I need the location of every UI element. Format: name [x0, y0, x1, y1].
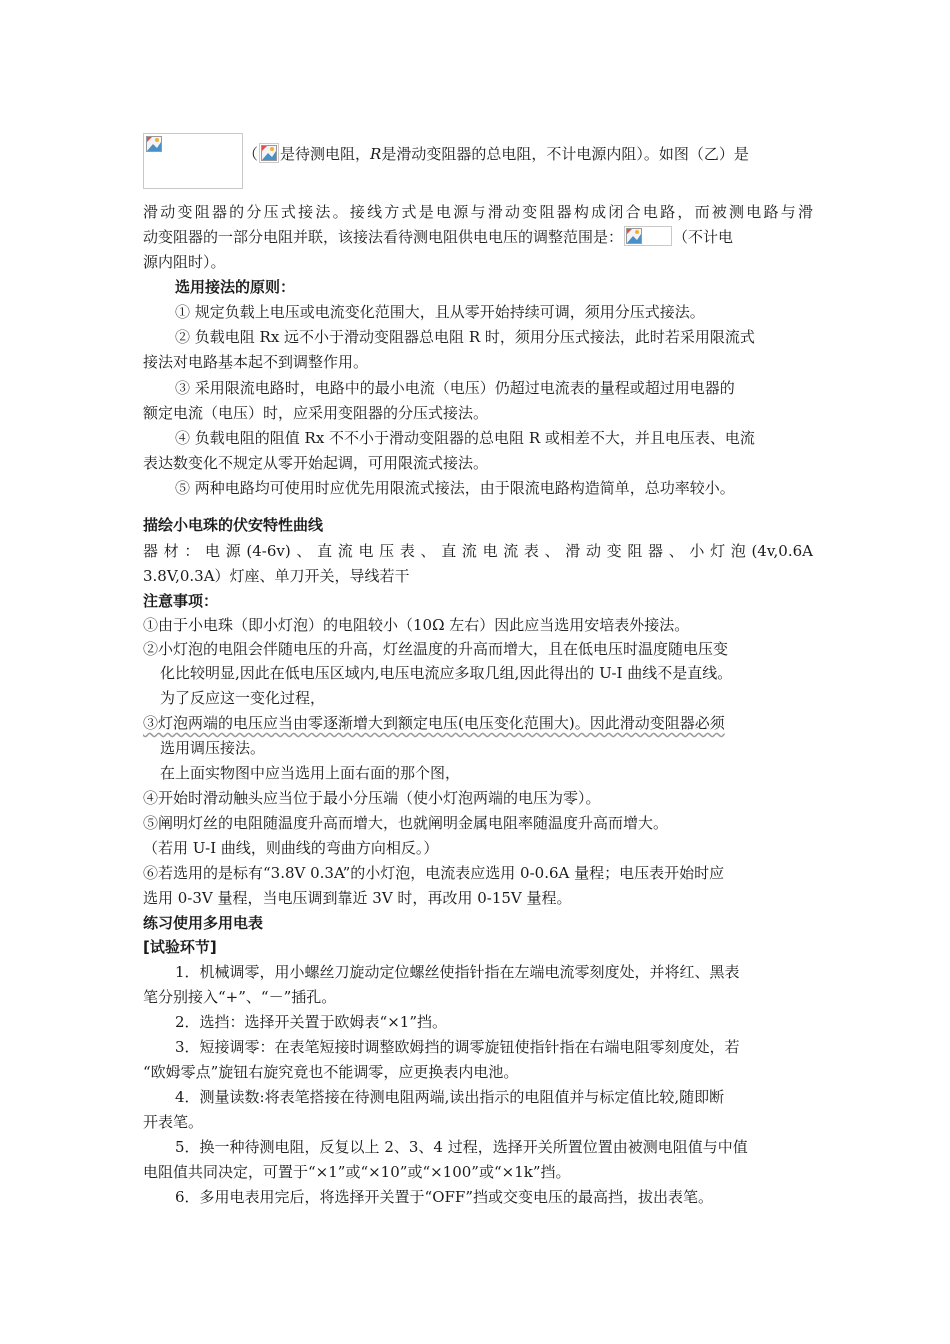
- step-5-line-1: 5．换一种待测电阻，反复以上 2、3、4 过程，选择开关所置位置由被测电阻值与中值: [175, 1138, 748, 1156]
- principle-3-line-2: 额定电流（电压）时，应采用变阻器的分压式接法。: [143, 404, 489, 422]
- notes-heading: 注意事项：: [143, 592, 219, 610]
- note-5: ⑤阐明灯丝的电阻随温度升高而增大，也就阐明金属电阻率随温度升高而增大。: [143, 814, 669, 832]
- note-4: ④开始时滑动触头应当位于最小分压端（使小灯泡两端的电压为零）。: [143, 789, 601, 807]
- intro-line-3: 动变阻器的一部分电阻并联，该接法看待测电阻供电电压的调整范围是： （不计电: [143, 228, 734, 246]
- broken-image-figure: [143, 133, 243, 189]
- step-4-line-2: 开表笔。: [143, 1113, 204, 1131]
- note-3-line-1: [143, 712, 813, 734]
- inline-broken-image-icon: [259, 143, 279, 163]
- note-1: ①由于小电珠（即小灯泡）的电阻较小（10Ω 左右）因此应当选用安培表外接法。: [143, 616, 690, 634]
- note-6-line-2: 选用 0-3V 量程，当电压调到靠近 3V 时，再改用 0-15V 量程。: [143, 889, 572, 907]
- note-3-line-3: 在上面实物图中应当选用上面右面的那个图，: [160, 764, 461, 782]
- broken-image-icon: [146, 136, 162, 152]
- principle-4-line-2: 表达数变化不规定从零开始起调，可用限流式接法。: [143, 454, 489, 472]
- principle-2-line-1: ② 负载电阻 Rx 远不小于滑动变阻器总电阻 R 时，须用分压式接法，此时若采用限流式: [175, 328, 755, 346]
- note-5-remark: （若用 U-I 曲线，则曲线的弯曲方向相反。）: [143, 839, 439, 857]
- equipment-line-2: 3.8V,0.3A）灯座、单刀开关，导线若干: [143, 567, 410, 585]
- note-3-wavy-text: ③灯泡两端的电压应当由零逐渐增大到额定电压(电压变化范围大)。因此滑动变阻器必须: [143, 714, 725, 732]
- step-6: 6．多用电表用完后，将选择开关置于“OFF”挡或交变电压的最高挡，拔出表笔。: [175, 1188, 713, 1206]
- note-2-line-1: ②小灯泡的电阻会伴随电压的升高，灯丝温度的升高而增大，且在低电压时温度随电压变: [143, 640, 729, 658]
- note-3-line-2: 选用调压接法。: [160, 739, 266, 757]
- intro-line-4: 源内阻时）。: [143, 253, 226, 271]
- step-1-line-1: 1．机械调零，用小螺丝刀旋动定位螺丝使指针指在左端电流零刻度处，并将红、黑表: [175, 963, 740, 981]
- note-2-line-3: 为了反应这一变化过程，: [160, 689, 326, 707]
- principles-heading: 选用接法的原则：: [175, 278, 296, 296]
- principle-2-line-2: 接法对电路基本起不到调整作用。: [143, 353, 369, 371]
- note-6-line-1: ⑥若选用的是标有“3.8V 0.3A”的小灯泡，电流表应选用 0-0.6A 量程；电压表开始时应: [143, 864, 725, 882]
- step-5-line-2: 电阻值共同决定，可置于“×1”或“×10”或“×100”或“×1k”挡。: [143, 1163, 571, 1181]
- step-3-line-1: 3．短接调零：在表笔短接时调整欧姆挡的调零旋钮使指针指在右端电阻零刻度处，若: [175, 1038, 740, 1056]
- intro-line-1: （ 是待测电阻，R是滑动变阻器的总电阻，不计电源内阻）。如图（乙）是: [243, 145, 749, 163]
- step-3-line-2: “欧姆零点”旋钮右旋究竟也不能调零，应更换表内电池。: [143, 1063, 519, 1081]
- note-2-line-2: 化比较明显,因此在低电压区域内,电压电流应多取几组,因此得出的 U-I 曲线不是直线。: [160, 664, 733, 682]
- principle-4-line-1: ④ 负载电阻的阻值 Rx 不不小于滑动变阻器的总电阻 R 或相差不大，并且电压表、电流: [175, 429, 755, 447]
- inline-broken-image-icon: [624, 226, 672, 246]
- principle-5: ⑤ 两种电路均可使用时应优先用限流式接法，由于限流电路构造简单，总功率较小。: [175, 479, 735, 497]
- principle-3-line-1: ③ 采用限流电路时，电路中的最小电流（电压）仍超过电流表的量程或超过用电器的: [175, 379, 735, 397]
- step-1-line-2: 笔分别接入“+”、“－”插孔。: [143, 988, 337, 1006]
- meter-subheading: [试验环节]: [143, 938, 217, 956]
- curve-heading: 描绘小电珠的伏安特性曲线: [143, 516, 324, 534]
- step-2: 2．选挡：选择开关置于欧姆表“×1”挡。: [175, 1013, 447, 1031]
- principle-1: ① 规定负载上电压或电流变化范围大，且从零开始持续可调，须用分压式接法。: [175, 303, 705, 321]
- meter-heading: 练习使用多用电表: [143, 914, 264, 932]
- equipment-line-1: 器材：电源(4-6v)、直流电压表、直流电流表、滑动变阻器、小灯泡(4v,0.6A: [143, 542, 813, 560]
- step-4-line-1: 4．测量读数:将表笔搭接在待测电阻两端,读出指示的电阻值并与标定值比较,随即断: [175, 1088, 725, 1106]
- intro-line-2: 滑动变阻器的分压式接法。接线方式是电源与滑动变阻器构成闭合电路，而被测电路与滑: [143, 203, 813, 221]
